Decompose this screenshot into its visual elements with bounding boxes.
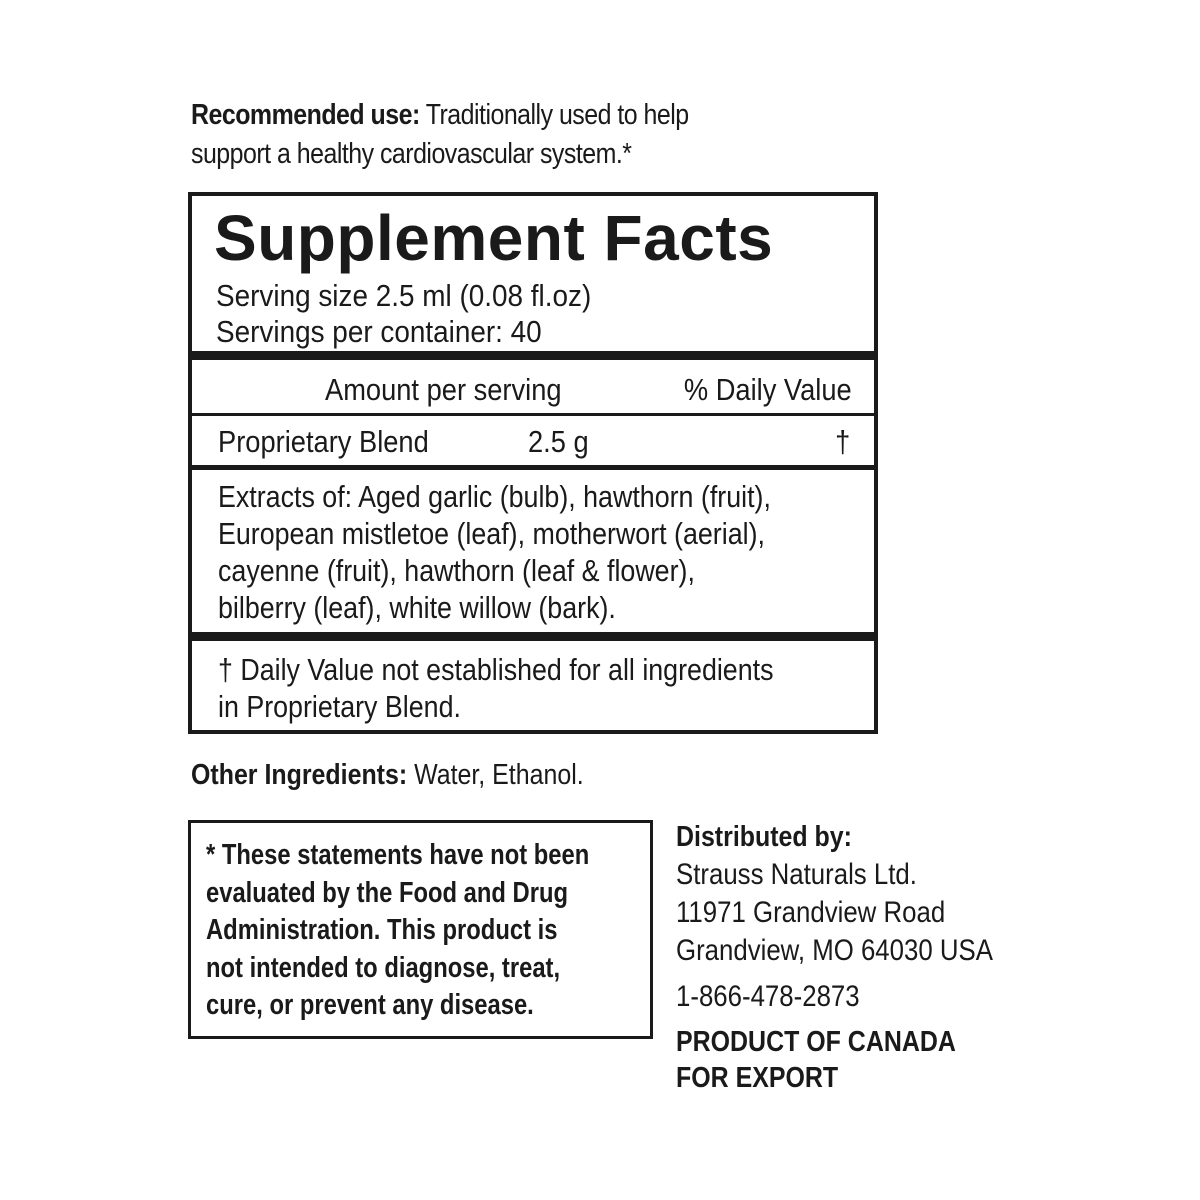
- distributor-phone: 1-866-478-2873: [676, 980, 860, 1013]
- disclaimer-line: Administration. This product is: [206, 914, 558, 946]
- extracts-line: cayenne (fruit), hawthorn (leaf & flower),: [218, 553, 695, 588]
- serving-size: Serving size 2.5 ml (0.08 fl.oz): [216, 278, 592, 313]
- fda-disclaimer-text: [206, 837, 632, 1025]
- recommended-use-text: Traditionally used to help: [419, 99, 689, 131]
- distributor-info: [676, 818, 1037, 1096]
- disclaimer-line: not intended to diagnose, treat,: [206, 951, 561, 984]
- thin-divider: [192, 413, 874, 416]
- nutrient-daily-value: †: [834, 424, 850, 459]
- thick-divider: [192, 351, 874, 360]
- nutrient-name: Proprietary Blend: [218, 424, 429, 459]
- other-ingredients-text: Water, Ethanol.: [407, 759, 584, 791]
- distributor-address-line2: Grandview, MO 64030 USA: [676, 934, 993, 967]
- origin-statement: [676, 1024, 1037, 1096]
- fda-disclaimer-box: [188, 820, 653, 1039]
- extracts-line: European mistletoe (leaf), motherwort (aerial),: [218, 516, 765, 551]
- extracts-line: bilberry (leaf), white willow (bark).: [218, 590, 616, 625]
- thick-divider: [192, 632, 874, 641]
- supplement-facts-title: Supplement Facts: [214, 202, 774, 274]
- daily-value-footnote: [218, 651, 858, 725]
- supplement-facts-panel: [188, 192, 878, 734]
- recommended-use-line2: support a healthy cardiovascular system.*: [191, 138, 632, 170]
- amount-per-serving-header: Amount per serving: [325, 372, 562, 407]
- distributor-heading: Distributed by:: [676, 821, 852, 853]
- disclaimer-line: cure, or prevent any disease.: [206, 989, 534, 1021]
- distributor-name: Strauss Naturals Ltd.: [676, 858, 917, 891]
- medium-divider: [192, 465, 874, 470]
- distributor-address-line1: 11971 Grandview Road: [676, 896, 946, 929]
- origin-line1: PRODUCT OF CANADA: [676, 1026, 956, 1058]
- daily-value-header: % Daily Value: [684, 372, 852, 407]
- origin-line2: FOR EXPORT: [676, 1062, 839, 1094]
- extracts-line: Extracts of: Aged garlic (bulb), hawthorn (fruit),: [218, 479, 771, 514]
- recommended-use-label: Recommended use:: [191, 99, 420, 131]
- recommended-use-line1: [191, 96, 724, 135]
- other-ingredients: [191, 756, 584, 794]
- other-ingredients-label: Other Ingredients:: [191, 759, 408, 791]
- disclaimer-line: * These statements have not been: [206, 839, 590, 871]
- footnote-line: † Daily Value not established for all ingredients: [218, 652, 774, 687]
- extracts-list: [218, 478, 858, 626]
- disclaimer-line: evaluated by the Food and Drug: [206, 876, 569, 909]
- servings-per-container: Servings per container: 40: [216, 314, 542, 349]
- nutrient-amount: 2.5 g: [528, 424, 589, 459]
- recommended-use: [191, 96, 724, 174]
- footnote-line: in Proprietary Blend.: [218, 689, 461, 724]
